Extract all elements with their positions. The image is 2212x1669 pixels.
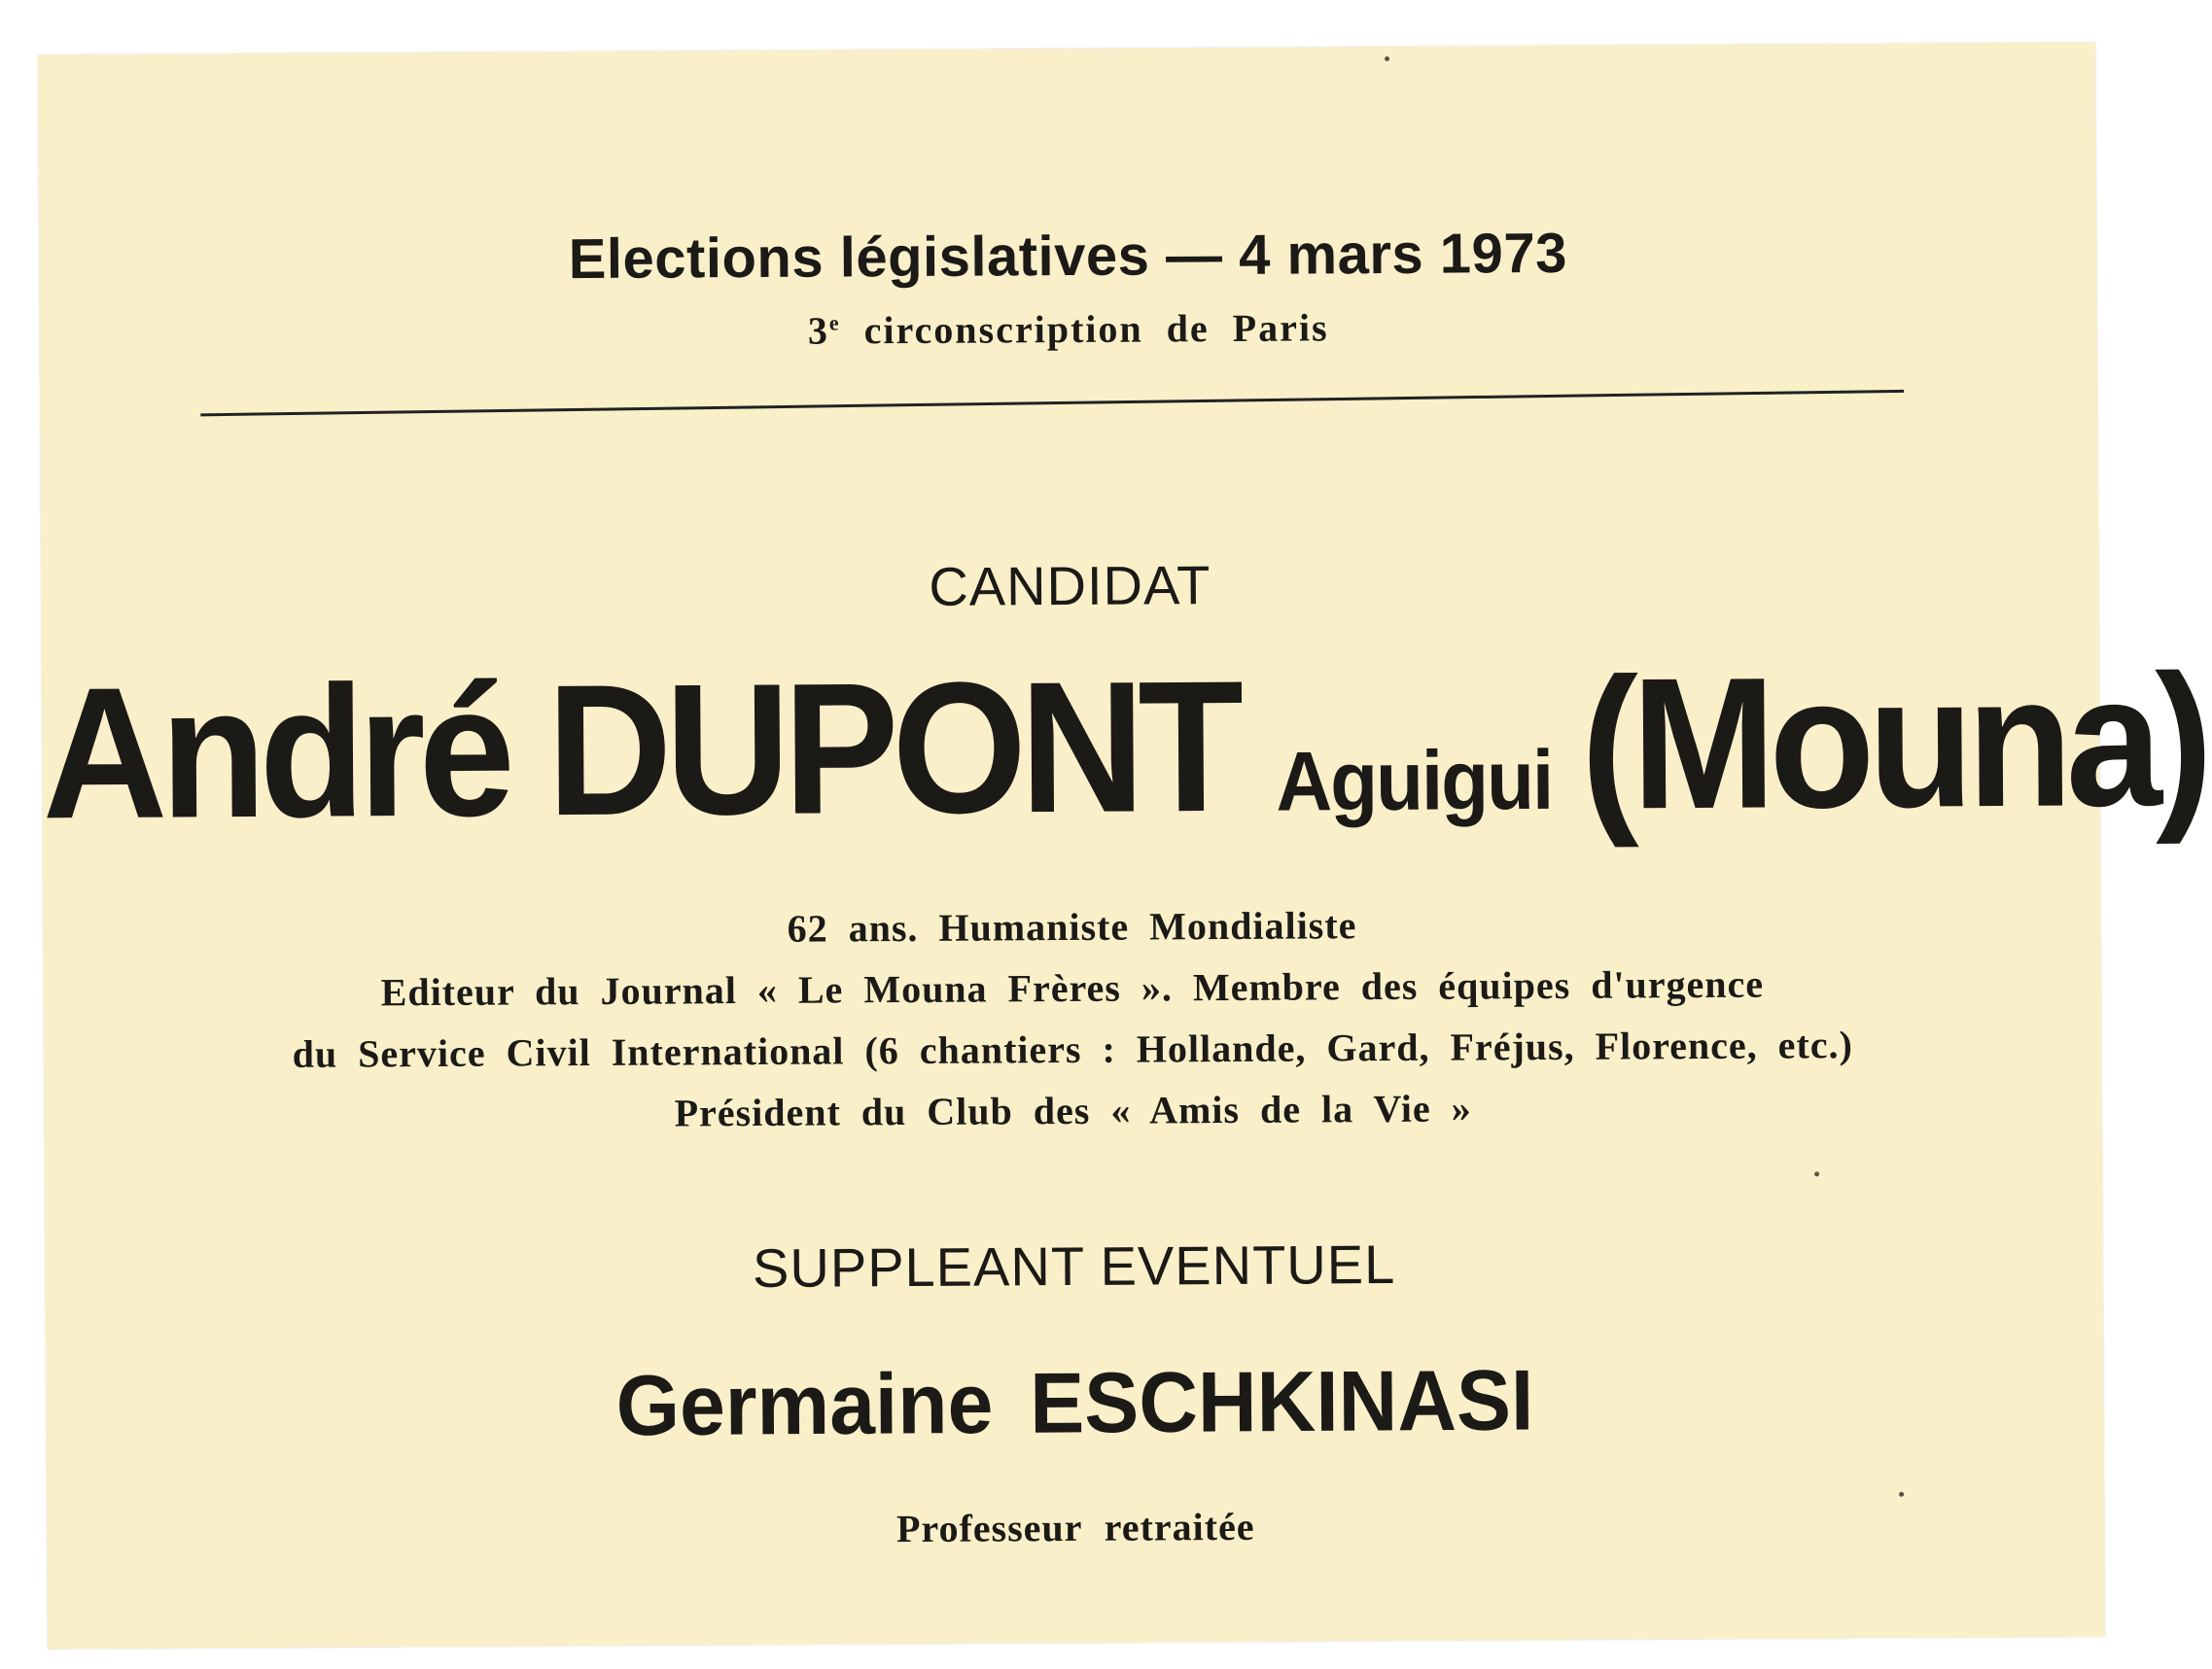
header-divider [200, 390, 1904, 416]
candidate-first-name: André [41, 645, 509, 858]
paper-speck [1814, 1171, 1819, 1176]
paper-speck [1385, 56, 1389, 61]
substitute-last-name: ESCHKINASI [1029, 1351, 1534, 1451]
candidate-detail-line: Président du Club des « Amis de la Vie » [674, 1086, 1472, 1135]
ballot-paper [38, 43, 2207, 1650]
candidate-nickname: (Mouna) [1580, 635, 2207, 849]
candidate-last-name: DUPONT [546, 641, 1238, 855]
candidate-detail-line: Editeur du Journal « Le Mouna Frères ». Membre des équipes d'urgence [380, 961, 1765, 1015]
candidate-detail-line: du Service Civil International (6 chantiers : Hollande, Gard, Fréjus, Florence, etc.) [292, 1023, 1853, 1076]
candidate-label: CANDIDAT [929, 554, 1211, 617]
district-text: circonscription de Paris [863, 305, 1329, 353]
substitute-name [46, 1347, 2104, 1459]
district-number: 3 [807, 308, 830, 353]
candidate-middle-name: Aguigui [1276, 733, 1553, 828]
candidate-name [41, 635, 2207, 858]
district-line [40, 300, 2097, 359]
paper-speck [1899, 1492, 1904, 1497]
election-title: Elections législatives — 4 mars 1973 [568, 221, 1568, 292]
substitute-label: SUPPLEANT EVENTUEL [752, 1233, 1396, 1300]
candidate-detail-line: 62 ans. Humaniste Mondialiste [787, 903, 1357, 951]
district-suffix: e [828, 310, 841, 335]
substitute-occupation: Professeur retraitée [895, 1504, 1255, 1551]
substitute-first-name: Germaine [615, 1355, 994, 1454]
